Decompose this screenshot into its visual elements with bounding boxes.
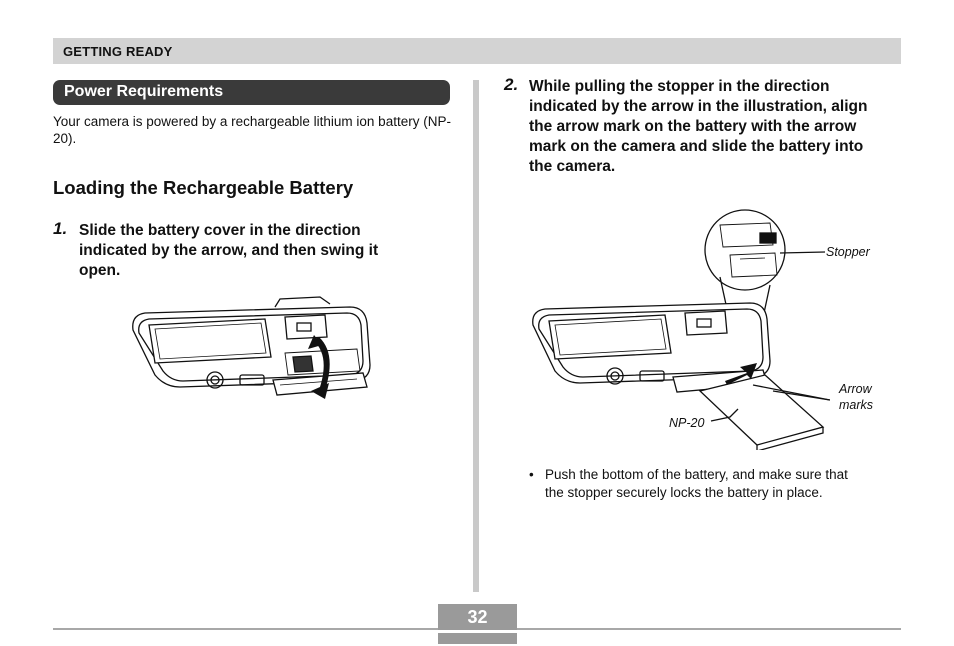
header-bar — [53, 38, 901, 64]
step-2-line: the camera. — [529, 158, 616, 175]
section-title-pill — [53, 80, 450, 105]
step-1-line: Slide the battery cover in the direction — [79, 222, 361, 239]
arrow-marks-label-2: marks — [839, 398, 874, 412]
battery-insert-illustration — [525, 195, 830, 450]
step-2-line: While pulling the stopper in the direction — [529, 78, 830, 95]
step-2-number: 2. — [504, 75, 519, 94]
intro-paragraph: Your camera is powered by a rechargeable lithium ion battery (NP-20). — [53, 114, 451, 146]
bullet-line: the stopper securely locks the battery in place. — [545, 485, 823, 500]
step-2-line: indicated by the arrow in the illustration, align — [529, 98, 868, 115]
page-number: 32 — [467, 607, 488, 627]
section-title: Power Requirements — [64, 83, 224, 100]
stopper-label: Stopper — [826, 245, 870, 259]
arrow-marks-label-1: Arrow — [839, 382, 872, 396]
step-1-line: indicated by the arrow, and then swing it — [79, 242, 379, 259]
step-2-text — [529, 77, 901, 177]
bullet-line: Push the bottom of the battery, and make sure that — [545, 467, 848, 482]
bullet-symbol: • — [529, 467, 534, 482]
step-2-line: mark on the camera and slide the battery into — [529, 138, 864, 155]
camera-cover-illustration — [125, 295, 380, 410]
page-number-box — [438, 604, 517, 644]
step-2-line: the arrow mark on the battery with the arrow — [529, 118, 857, 135]
column-divider — [473, 80, 479, 592]
subheading: Loading the Rechargeable Battery — [53, 177, 354, 198]
step-1-line: open. — [79, 262, 121, 279]
step-1-number: 1. — [53, 219, 68, 238]
np20-label: NP-20 — [669, 416, 705, 430]
header-title: GETTING READY — [63, 44, 173, 59]
step-1-text — [79, 221, 449, 281]
